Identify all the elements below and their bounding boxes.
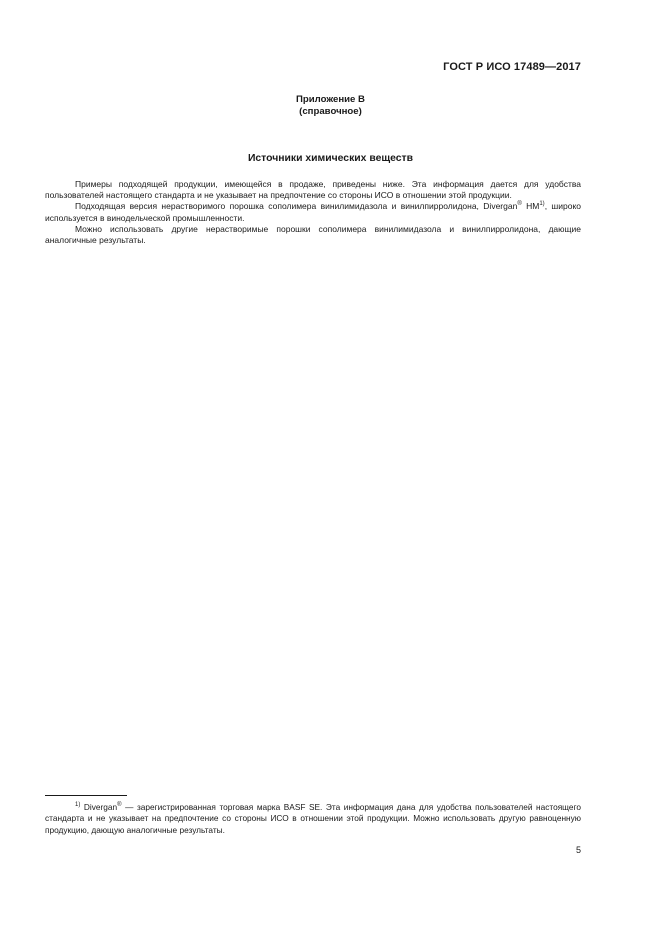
- paragraph-1: Примеры подходящей продукции, имеющейся в продаже, приведены ниже. Эта информация дается для удобства пользователей настоящего стандарта и не указывает на предпочтение со стороны ИСО в отношении этой продукции.: [45, 179, 581, 201]
- section-title: Источники химических веществ: [247, 153, 414, 164]
- page-number: 5: [575, 845, 581, 855]
- body-text: [45, 179, 581, 246]
- paragraph-3: Можно использовать другие нерастворимые порошки сополимера винилимидазола и винилпирролидона, дающие аналогичные результаты.: [45, 223, 581, 246]
- footnote-reference: 1): [539, 201, 545, 208]
- appendix-type: (справочное): [299, 106, 362, 117]
- paragraph-2: [45, 201, 581, 223]
- paragraph-2-start: Подходящая версия нерастворимого порошка сополимера винилимидазола и винилпирролидона, Divergan: [75, 201, 518, 212]
- appendix-label: Приложение В: [296, 94, 365, 105]
- footnote-registered-mark: ®: [117, 802, 122, 808]
- footnote-divider: [45, 795, 127, 796]
- registered-mark: ®: [517, 201, 522, 208]
- footnote-text: [45, 802, 581, 836]
- paragraph-2-end: , широко используется в винодельческой промышленности.: [45, 201, 581, 223]
- footnote-brand: Divergan: [83, 802, 118, 812]
- product-suffix: HM: [521, 201, 540, 212]
- standard-designation: ГОСТ Р ИСО 17489—2017: [443, 61, 581, 73]
- appendix-heading: [0, 94, 661, 118]
- footnote-marker: 1): [75, 802, 81, 808]
- footnote: [45, 802, 581, 836]
- footnote-body: — зарегистрированная торговая марка BASF SE. Эта информация дана для удобства пользователей настоящего стандарта и не указывает на предпочтение со стороны ИСО в отношении этой продукции. Можно использовать другую равноценную продукцию, дающую аналогичные результаты.: [45, 802, 581, 835]
